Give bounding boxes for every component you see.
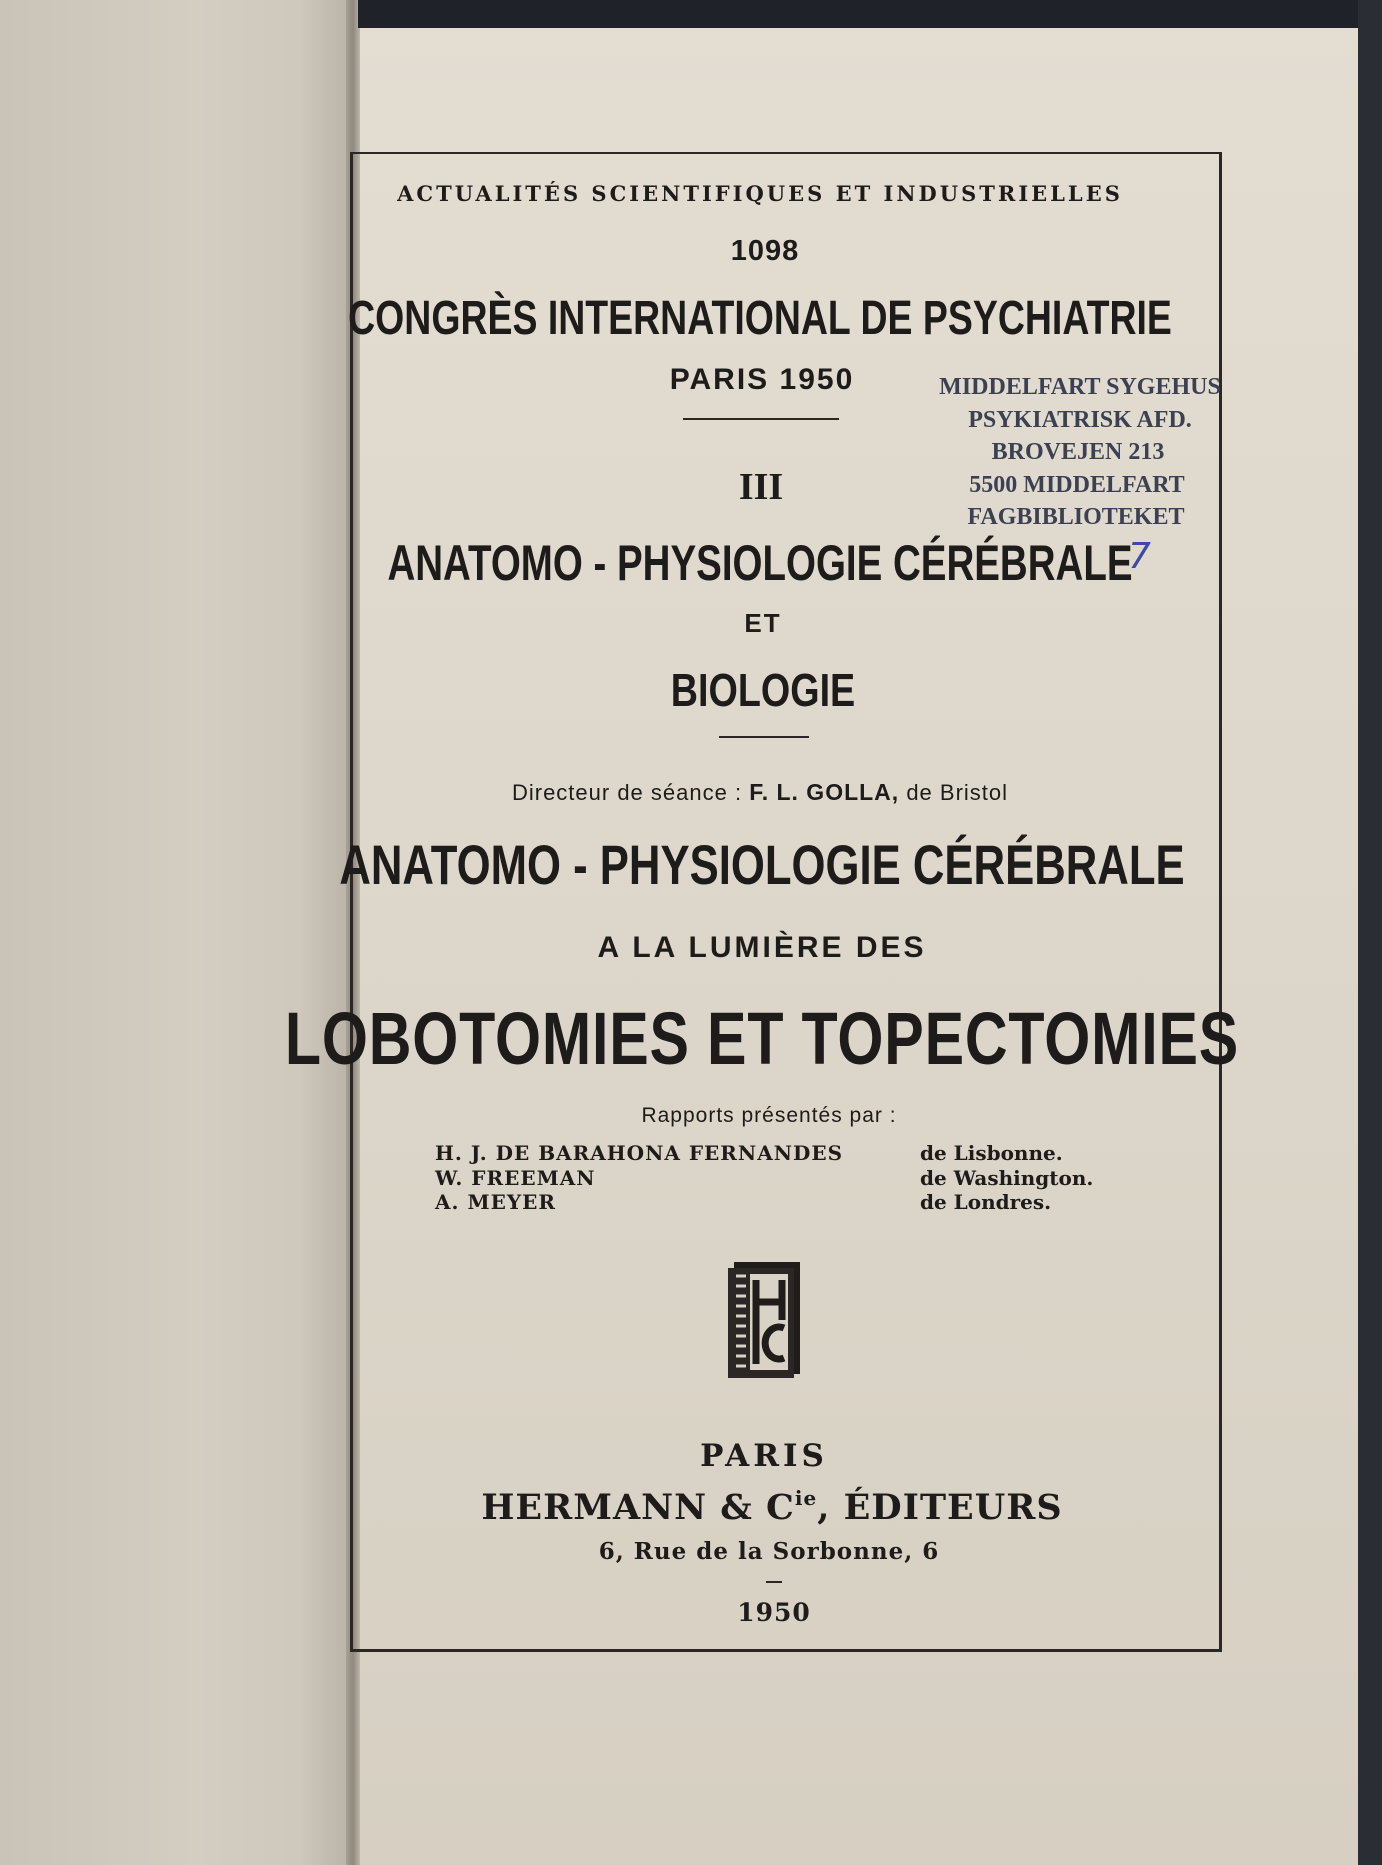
publisher-suffix: , ÉDITEURS xyxy=(817,1487,1063,1528)
author-city: de Londres. xyxy=(920,1190,1052,1214)
volume-title-1: ANATOMO - PHYSIOLOGIE CÉRÉBRALE xyxy=(387,535,1133,591)
publisher-address: 6, Rue de la Sorbonne, 6 xyxy=(598,1538,940,1565)
author-name: H. J. DE BARAHONA FERNANDES xyxy=(435,1141,844,1165)
series-title: ACTUALITÉS SCIENTIFIQUES ET INDUSTRIELLES xyxy=(397,181,1123,206)
author-city: de Lisbonne. xyxy=(920,1141,1063,1165)
background-right xyxy=(1358,0,1382,1865)
director-prefix: Directeur de séance : xyxy=(511,780,743,805)
series-number: 1098 xyxy=(730,235,800,267)
volume-conjunction: ET xyxy=(744,608,782,638)
subtitle-3: LOBOTOMIES ET TOPECTOMIES xyxy=(284,997,1240,1080)
congress-place: PARIS 1950 xyxy=(669,363,855,396)
publisher-sup: ie xyxy=(794,1486,818,1510)
divider-2 xyxy=(719,736,809,738)
publication-year: 1950 xyxy=(737,1598,811,1627)
author-name: W. FREEMAN xyxy=(435,1166,596,1190)
divider-1 xyxy=(683,418,839,420)
reports-intro: Rapports présentés par : xyxy=(641,1104,897,1127)
stamp-line: BROVEJEN 213 xyxy=(991,439,1165,465)
handwritten-mark: 7 xyxy=(1128,536,1151,577)
left-page xyxy=(0,0,352,1865)
stamp-line: MIDDELFART SYGEHUS xyxy=(939,374,1221,400)
director-name: F. L. GOLLA, xyxy=(749,779,900,805)
director-suffix: de Bristol xyxy=(906,780,1009,805)
publisher-name: HERMANN & C xyxy=(481,1487,795,1528)
stamp-line: FAGBIBLIOTEKET xyxy=(967,504,1185,530)
subtitle-1: ANATOMO - PHYSIOLOGIE CÉRÉBRALE xyxy=(339,833,1185,896)
author-city: de Washington. xyxy=(920,1166,1094,1190)
subtitle-2: A LA LUMIÈRE DES xyxy=(597,931,927,964)
publication-place: PARIS xyxy=(700,1438,828,1474)
volume-number: III xyxy=(738,466,784,508)
stamp-line: 5500 MIDDELFART xyxy=(969,472,1185,498)
volume-title-2: BIOLOGIE xyxy=(670,664,856,716)
session-director xyxy=(512,779,1008,806)
stamp-line: PSYKIATRISK AFD. xyxy=(968,407,1192,433)
publisher-logo-icon xyxy=(724,1262,810,1378)
congress-title: CONGRÈS INTERNATIONAL DE PSYCHIATRIE xyxy=(348,292,1172,345)
background-top xyxy=(358,0,1382,28)
year-dash xyxy=(766,1581,782,1583)
publisher xyxy=(481,1486,1062,1528)
author-name: A. MEYER xyxy=(435,1190,556,1214)
